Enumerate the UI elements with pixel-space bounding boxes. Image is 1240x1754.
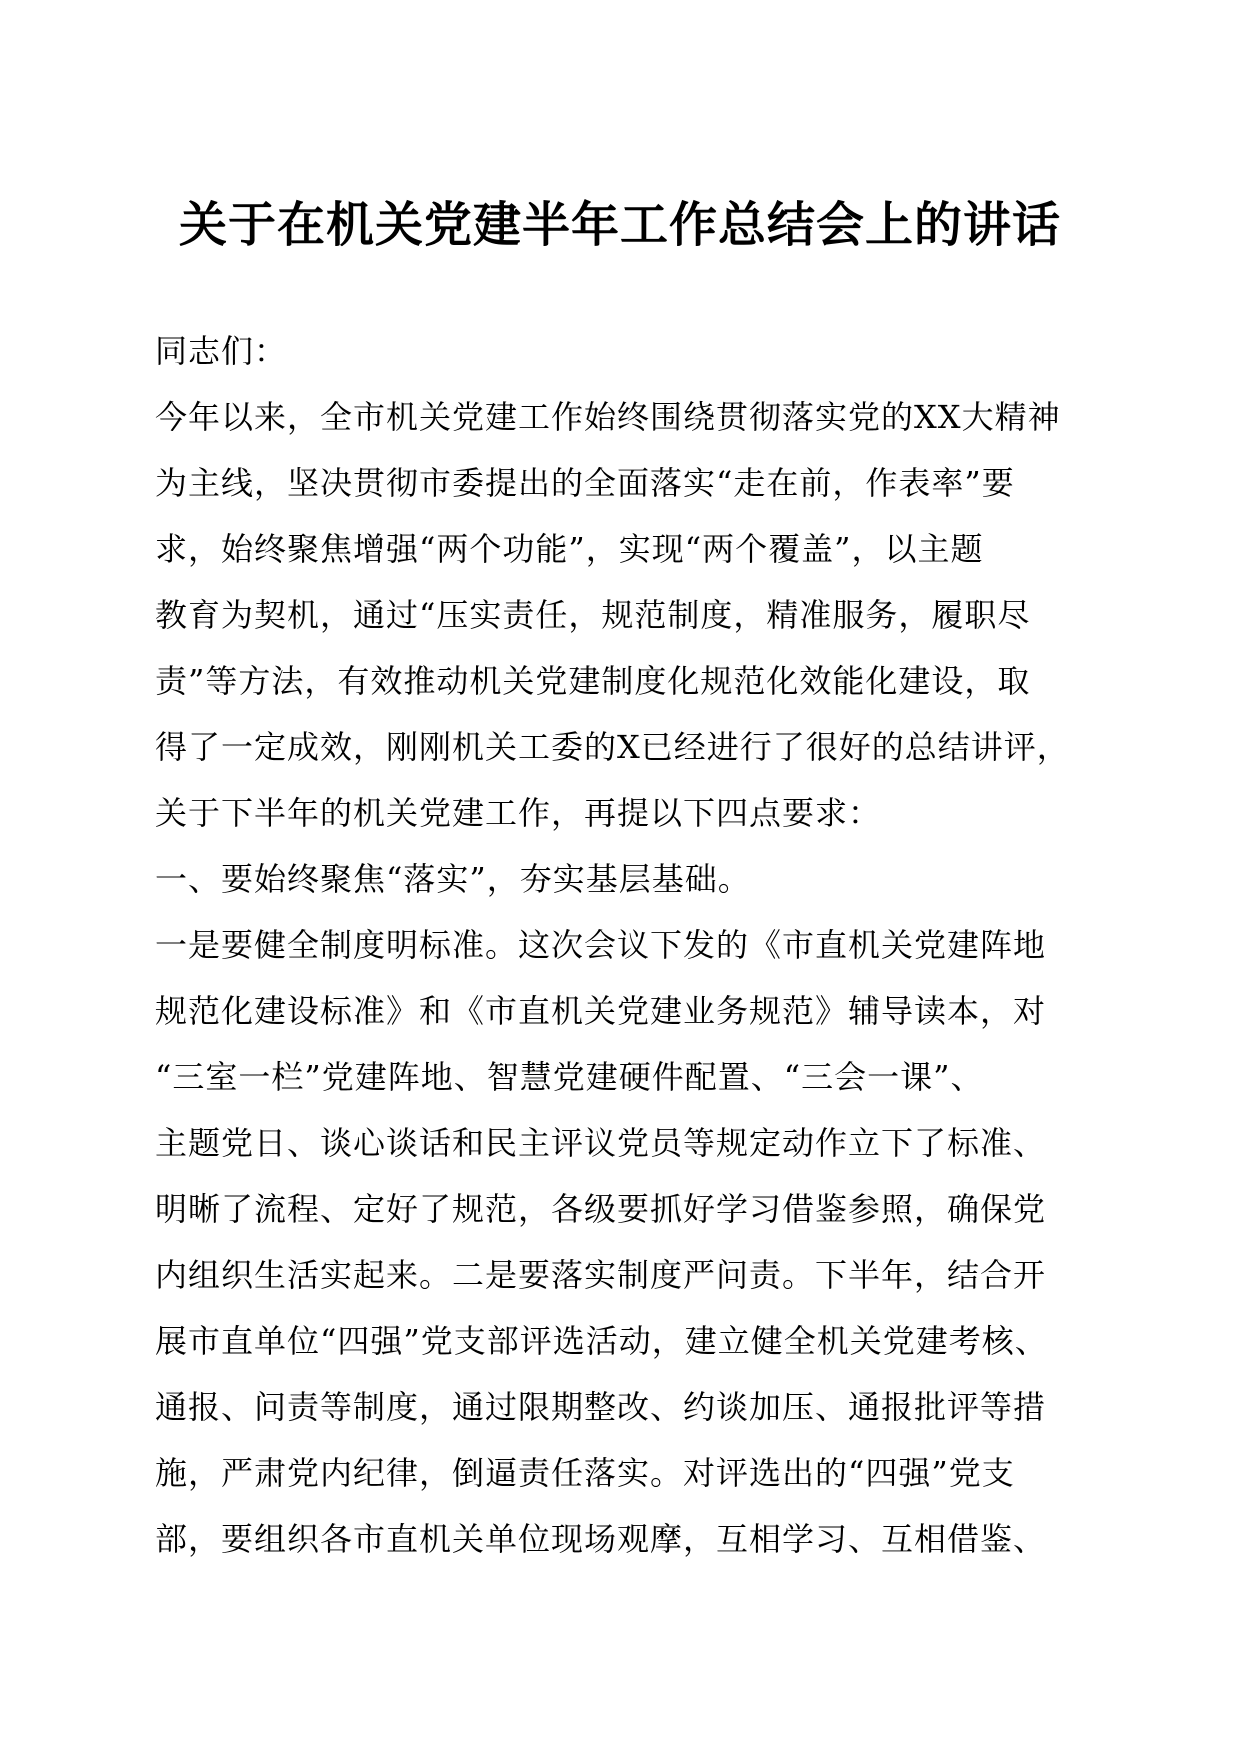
document-body (155, 318, 1090, 1572)
body-line: 施，严肃党内纪律，倒逼责任落实。对评选出的“四强”党支 (155, 1454, 1015, 1492)
body-line: 教育为契机，通过“压实责任，规范制度，精准服务，履职尽 (155, 596, 1031, 634)
body-line: 为主线，坚决贯彻市委提出的全面落实“走在前，作表率”要 (155, 464, 1015, 502)
body-line: 得了一定成效，刚刚机关工委的X已经进行了很好的总结讲评， (155, 728, 1070, 766)
body-line: 通报、问责等制度，通过限期整改、约谈加压、通报批评等措 (155, 1388, 1047, 1426)
body-line: 关于下半年的机关党建工作，再提以下四点要求： (155, 794, 882, 832)
body-line: “三室一栏”党建阵地、智慧党建硬件配置、“三会一课”、 (155, 1058, 984, 1096)
section-heading: 一、要始终聚焦“落实”，夯实基层基础。 (155, 860, 751, 898)
body-line: 部，要组织各市直机关单位现场观摩，互相学习、互相借鉴、 (155, 1520, 1047, 1558)
body-line: 主题党日、谈心谈话和民主评议党员等规定动作立下了标准、 (155, 1124, 1047, 1162)
body-line: 规范化建设标准》和《市直机关党建业务规范》辅导读本，对 (155, 992, 1047, 1030)
body-line: 求，始终聚焦增强“两个功能”，实现“两个覆盖”，以主题 (155, 530, 984, 568)
salutation-line: 同志们： (155, 332, 288, 370)
body-line: 明晰了流程、定好了规范，各级要抓好学习借鉴参照，确保党 (155, 1190, 1047, 1228)
body-line: 内组织生活实起来。二是要落实制度严问责。下半年，结合开 (155, 1256, 1047, 1294)
body-line: 今年以来，全市机关党建工作始终围绕贯彻落实党的XX大精神 (155, 398, 1061, 436)
body-line: 责”等方法，有效推动机关党建制度化规范化效能化建设，取 (155, 662, 1031, 700)
document-title: 关于在机关党建半年工作总结会上的讲话 (178, 197, 1061, 253)
body-line: 展市直单位“四强”党支部评选活动，建立健全机关党建考核、 (155, 1322, 1048, 1360)
body-line: 一是要健全制度明标准。这次会议下发的《市直机关党建阵地 (155, 926, 1047, 964)
